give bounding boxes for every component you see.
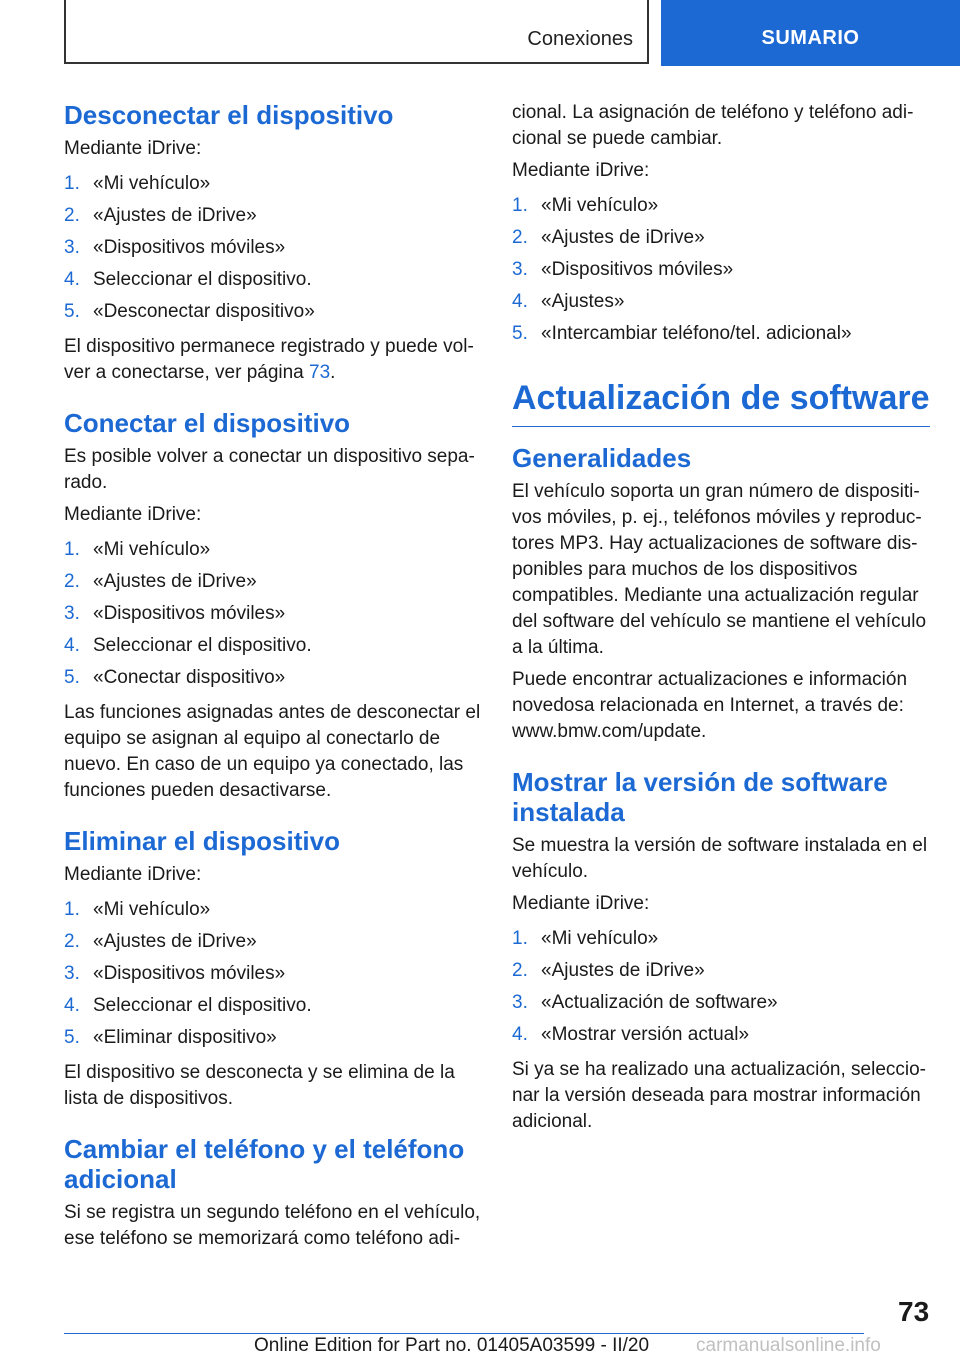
step-item <box>64 1022 482 1054</box>
step-number: 1. <box>64 173 80 194</box>
step-number: 1. <box>64 539 80 560</box>
step-item <box>64 598 482 630</box>
section-title-delete: Eliminar el dispositivo <box>64 826 340 856</box>
step-text: «Ajustes de iDrive» <box>93 931 257 952</box>
paragraph: Mediante iDrive: <box>512 160 650 181</box>
step-number: 1. <box>64 899 80 920</box>
step-item <box>64 534 482 566</box>
step-number: 4. <box>512 291 528 312</box>
step-item <box>512 987 930 1019</box>
paragraph: cional. La asignación de teléfono y teléfono adi-cional se puede cambiar. <box>512 102 914 149</box>
step-text: «Eliminar dispositivo» <box>93 1027 277 1048</box>
step-text: Seleccionar el dispositivo. <box>93 995 312 1016</box>
section-title-disconnect: Desconectar el dispositivo <box>64 100 394 130</box>
step-item <box>64 926 482 958</box>
section-title-show-version: Mostrar la versión de software instalada <box>512 767 888 827</box>
step-item <box>512 923 930 955</box>
paragraph: Si ya se ha realizado una actualización, seleccio-nar la versión deseada para mostrar información adicional. <box>512 1059 927 1132</box>
step-number: 5. <box>64 1027 80 1048</box>
paragraph-text: El dispositivo permanece registrado y puede vol-ver a conectarse, ver página <box>64 336 474 383</box>
steps-list <box>64 534 482 694</box>
steps-list <box>512 190 930 350</box>
step-text: «Dispositivos móviles» <box>541 259 734 280</box>
section-tab[interactable] <box>64 0 649 64</box>
steps-list <box>64 894 482 1054</box>
step-item <box>512 955 930 987</box>
paragraph: Si se registra un segundo teléfono en el vehículo, ese teléfono se memorizará como teléfono adi- <box>64 1202 481 1249</box>
step-number: 3. <box>64 603 80 624</box>
steps-list <box>512 923 930 1051</box>
step-text: «Dispositivos móviles» <box>93 963 286 984</box>
step-text: «Ajustes» <box>541 291 625 312</box>
paragraph: Mediante iDrive: <box>64 504 202 525</box>
step-text: «Dispositivos móviles» <box>93 237 286 258</box>
step-number: 3. <box>64 963 80 984</box>
step-text: «Ajustes de iDrive» <box>93 571 257 592</box>
step-number: 4. <box>64 269 80 290</box>
paragraph: Puede encontrar actualizaciones e información novedosa relacionada en Internet, a través de: www.bmw.com/update. <box>512 669 908 742</box>
footer-divider <box>64 1333 864 1334</box>
watermark: carmanualsonline.info <box>696 1335 881 1356</box>
step-item <box>512 222 930 254</box>
section-title-change-phone: Cambiar el teléfono y el teléfono adicional <box>64 1134 465 1194</box>
step-item <box>64 662 482 694</box>
step-text: «Mi vehículo» <box>93 899 211 920</box>
step-text: «Actualización de software» <box>541 992 778 1013</box>
paragraph: Mediante iDrive: <box>64 138 202 159</box>
paragraph-text-end: . <box>330 362 336 383</box>
step-text: «Ajustes de iDrive» <box>541 227 705 248</box>
step-number: 2. <box>512 960 528 981</box>
step-item <box>64 958 482 990</box>
step-text: «Mi vehículo» <box>541 928 659 949</box>
step-text: «Desconectar dispositivo» <box>93 301 315 322</box>
step-text: «Mi vehículo» <box>93 173 211 194</box>
step-number: 2. <box>64 931 80 952</box>
right-column <box>512 100 930 1141</box>
step-text: Seleccionar el dispositivo. <box>93 635 312 656</box>
step-text: «Intercambiar teléfono/tel. adicional» <box>541 323 852 344</box>
step-item <box>64 200 482 232</box>
step-number: 5. <box>64 301 80 322</box>
step-text: «Dispositivos móviles» <box>93 603 286 624</box>
step-item <box>64 232 482 264</box>
step-number: 2. <box>64 205 80 226</box>
steps-list <box>64 168 482 328</box>
chapter-title: Actualización de software <box>512 378 930 427</box>
page-link[interactable]: 73 <box>309 362 331 383</box>
paragraph: El dispositivo se desconecta y se elimina de la lista de dispositivos. <box>64 1062 455 1109</box>
top-navigation <box>0 0 960 66</box>
step-number: 4. <box>512 1024 528 1045</box>
step-item <box>512 254 930 286</box>
step-item <box>512 1019 930 1051</box>
step-number: 2. <box>64 571 80 592</box>
step-item <box>512 190 930 222</box>
sumario-button[interactable]: SUMARIO <box>661 0 960 66</box>
step-number: 2. <box>512 227 528 248</box>
paragraph: Las funciones asignadas antes de desconectar el equipo se asignan al equipo al conectarlo de nuevo. En caso de un equipo ya conectado, las funciones pueden desactivarse. <box>64 702 481 801</box>
step-text: «Mi vehículo» <box>93 539 211 560</box>
paragraph: Se muestra la versión de software instalada en el vehículo. <box>512 835 928 882</box>
step-number: 5. <box>64 667 80 688</box>
paragraph: Mediante iDrive: <box>512 893 650 914</box>
step-number: 1. <box>512 928 528 949</box>
step-text: «Mi vehículo» <box>541 195 659 216</box>
step-number: 5. <box>512 323 528 344</box>
edition-note: Online Edition for Part no. 01405A03599 - II/20 <box>254 1335 650 1356</box>
step-text: «Mostrar versión actual» <box>541 1024 750 1045</box>
step-item <box>64 566 482 598</box>
step-item <box>64 990 482 1022</box>
section-title-connect: Conectar el dispositivo <box>64 408 351 438</box>
left-column <box>64 100 482 1258</box>
step-item <box>64 630 482 662</box>
step-item <box>64 296 482 328</box>
step-number: 3. <box>512 259 528 280</box>
step-number: 3. <box>512 992 528 1013</box>
step-number: 4. <box>64 995 80 1016</box>
paragraph: El vehículo soporta un gran número de dispositi-vos móviles, p. ej., teléfonos móviles y reproduc-tores MP3. Hay actualizaciones de software dis-ponibles para muchos de los dispositivos compatibles. Mediante una actualización regular del software del vehículo se mantiene el vehículo a la última. <box>512 481 927 658</box>
step-text: «Ajustes de iDrive» <box>93 205 257 226</box>
step-item <box>512 318 930 350</box>
step-item <box>512 286 930 318</box>
step-text: «Ajustes de iDrive» <box>541 960 705 981</box>
step-number: 4. <box>64 635 80 656</box>
paragraph <box>64 334 482 386</box>
step-text: «Conectar dispositivo» <box>93 667 286 688</box>
step-number: 1. <box>512 195 528 216</box>
step-item <box>64 264 482 296</box>
section-tab-label: Conexiones <box>527 28 633 50</box>
step-number: 3. <box>64 237 80 258</box>
page-number: 73 <box>898 1296 930 1327</box>
section-title-general: Generalidades <box>512 443 692 473</box>
paragraph: Mediante iDrive: <box>64 864 202 885</box>
step-text: Seleccionar el dispositivo. <box>93 269 312 290</box>
step-item <box>64 894 482 926</box>
paragraph: Es posible volver a conectar un dispositivo sepa-rado. <box>64 446 475 493</box>
step-item <box>64 168 482 200</box>
